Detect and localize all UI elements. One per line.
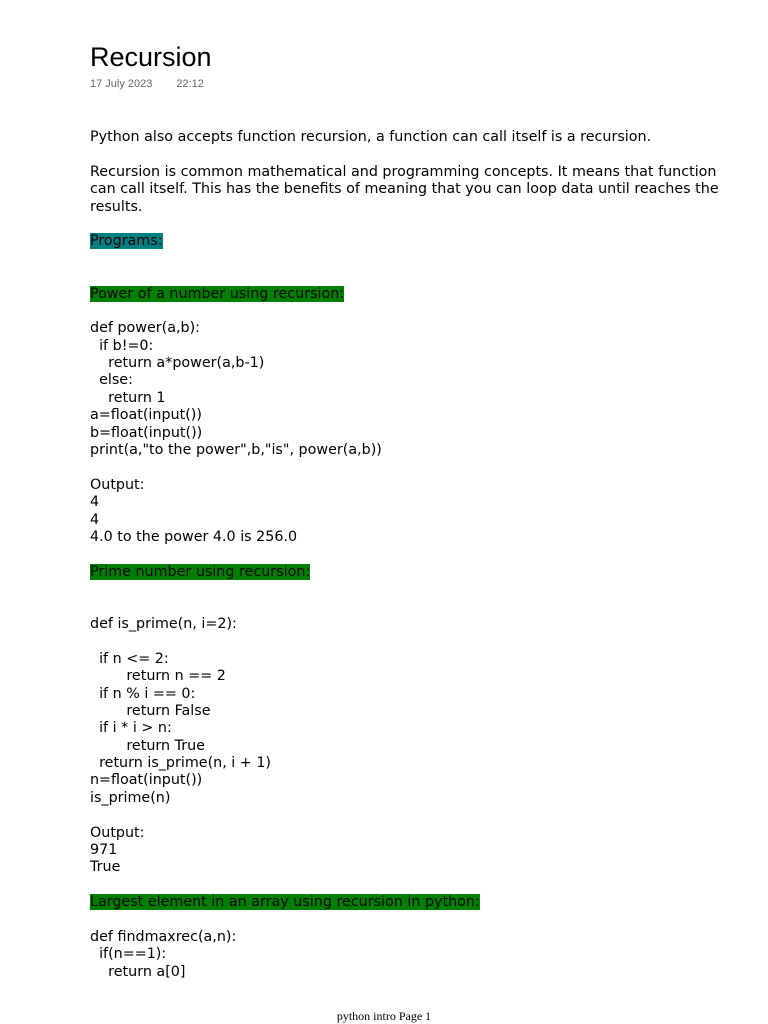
blank-line xyxy=(90,459,762,476)
blank-line xyxy=(90,877,762,894)
code-line: return a[0] xyxy=(90,963,186,980)
blank-line xyxy=(90,807,762,824)
code-line: if n % i == 0: xyxy=(90,685,196,702)
blank-line xyxy=(90,216,762,233)
blank-line xyxy=(90,581,762,598)
output-line: 4 xyxy=(90,511,100,528)
code-line: return True xyxy=(90,737,205,754)
output-line: 4 xyxy=(90,494,100,511)
programs-heading-line xyxy=(90,233,762,250)
intro-paragraph-1: Python also accepts function recursion, a function can call itself is a recursion. xyxy=(90,129,652,145)
code-line: a=float(input()) xyxy=(90,407,202,424)
page-date: 17 July 2023 xyxy=(90,78,153,90)
note-content xyxy=(90,129,762,981)
programs-heading: Programs: xyxy=(90,233,163,250)
code-line: else: xyxy=(90,372,133,389)
code-line: return 1 xyxy=(90,389,166,406)
page-time: 22:12 xyxy=(176,78,204,90)
power-section-heading: Power of a number using recursion: xyxy=(90,285,345,302)
blank-line xyxy=(90,912,762,929)
output-label: Output: xyxy=(90,476,145,493)
code-line: if b!=0: xyxy=(90,337,154,354)
code-line: def findmaxrec(a,n): xyxy=(90,928,237,945)
prime-section-heading: Prime number using recursion: xyxy=(90,563,311,580)
section-heading-line xyxy=(90,894,762,911)
blank-line xyxy=(90,599,762,616)
code-line: return a*power(a,b-1) xyxy=(90,355,265,372)
output-line: 971 xyxy=(90,842,118,859)
blank-line xyxy=(90,146,762,163)
blank-line xyxy=(90,251,762,268)
code-line: n=float(input()) xyxy=(90,772,203,789)
code-line: def is_prime(n, i=2): xyxy=(90,615,237,632)
output-line: True xyxy=(90,859,121,876)
code-line: if n <= 2: xyxy=(90,650,169,667)
intro-paragraph-2-line-2: can call itself. This has the benefits of meaning that you can loop data until reaches the xyxy=(90,181,719,198)
page-footer: python intro Page 1 xyxy=(336,1009,432,1023)
blank-line xyxy=(90,633,762,650)
code-line: b=float(input()) xyxy=(90,424,203,441)
intro-paragraph-2-line-1: Recursion is common mathematical and programming concepts. It means that function xyxy=(90,163,717,180)
code-line: is_prime(n) xyxy=(90,789,171,806)
section-heading-line xyxy=(90,564,762,581)
code-line: if(n==1): xyxy=(90,946,167,963)
blank-line xyxy=(90,268,762,285)
code-line: return is_prime(n, i + 1) xyxy=(90,755,272,772)
code-line: return False xyxy=(90,702,211,719)
section-heading-line xyxy=(90,286,762,303)
code-line: def power(a,b): xyxy=(90,320,200,337)
output-line: 4.0 to the power 4.0 is 256.0 xyxy=(90,528,298,545)
intro-paragraph-2-line-3: results. xyxy=(90,198,143,215)
page-title: Recursion xyxy=(90,42,212,72)
code-line: if i * i > n: xyxy=(90,720,172,737)
blank-line xyxy=(90,303,762,320)
code-line: return n == 2 xyxy=(90,668,226,685)
output-label: Output: xyxy=(90,824,145,841)
code-line: print(a,"to the power",b,"is", power(a,b)) xyxy=(90,442,382,459)
page-meta xyxy=(90,77,204,91)
largest-element-section-heading: Largest element in an array using recursion in python: xyxy=(90,894,480,911)
blank-line xyxy=(90,546,762,563)
